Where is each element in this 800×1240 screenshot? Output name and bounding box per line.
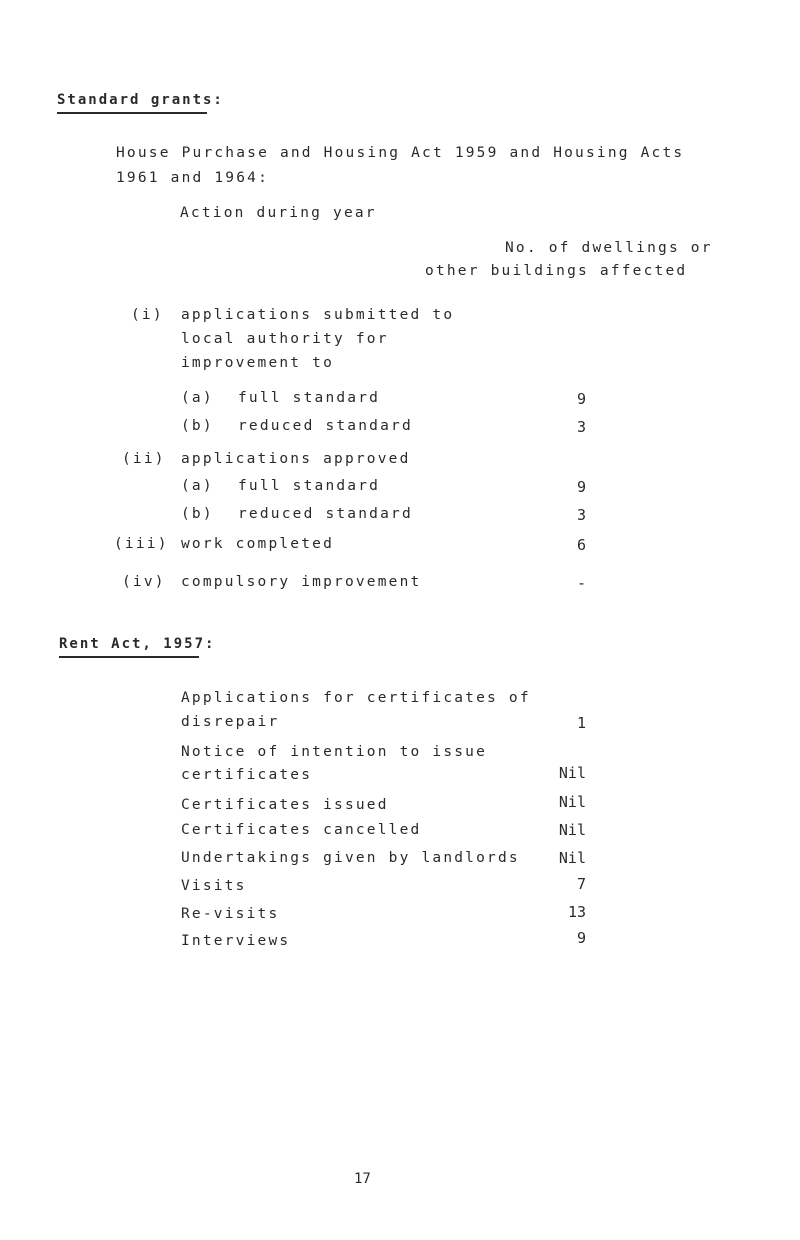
- column-header-line2: other buildings affected: [425, 263, 688, 279]
- item-ii-b-letter: (b): [181, 506, 214, 522]
- rent-row2-value: Nil: [558, 764, 586, 782]
- item-i-line3: improvement to: [181, 355, 335, 371]
- heading-underline: [59, 656, 199, 658]
- item-ii-b-label: reduced standard: [238, 506, 413, 522]
- page-number: 17: [354, 1171, 371, 1187]
- item-i-b-letter: (b): [181, 418, 214, 434]
- item-iv-label: compulsory improvement: [181, 574, 422, 590]
- item-iv-roman: (iv): [122, 574, 166, 590]
- heading-rent-act: Rent Act, 1957:: [59, 636, 216, 652]
- rent-row4-label: Certificates cancelled: [181, 822, 422, 838]
- rent-row6-label: Visits: [181, 878, 247, 894]
- item-i-roman: (i): [131, 307, 164, 323]
- heading-underline: [57, 112, 207, 114]
- item-i-a-value: 9: [576, 390, 586, 408]
- item-ii-label: applications approved: [181, 451, 411, 467]
- item-i-a-label: full standard: [238, 390, 381, 406]
- item-iii-label: work completed: [181, 536, 335, 552]
- rent-row7-label: Re-visits: [181, 906, 280, 922]
- rent-row3-label: Certificates issued: [181, 797, 389, 813]
- heading-standard-grants: Standard grants:: [57, 92, 224, 108]
- rent-row5-label: Undertakings given by landlords: [181, 850, 520, 866]
- rent-row8-label: Interviews: [181, 933, 291, 949]
- item-i-line2: local authority for: [181, 331, 389, 347]
- item-iii-roman: (iii): [114, 536, 169, 552]
- item-ii-b-value: 3: [576, 506, 586, 524]
- item-ii-a-label: full standard: [238, 478, 381, 494]
- item-i-b-value: 3: [576, 418, 586, 436]
- item-i-b-label: reduced standard: [238, 418, 413, 434]
- item-ii-a-letter: (a): [181, 478, 214, 494]
- rent-row2-line2: certificates: [181, 767, 313, 783]
- rent-row1-line2: disrepair: [181, 714, 280, 730]
- rent-row1-value: 1: [576, 714, 586, 732]
- item-i-a-letter: (a): [181, 390, 214, 406]
- rent-row7-value: 13: [567, 903, 586, 921]
- item-iv-value: -: [576, 574, 586, 592]
- item-i-line1: applications submitted to: [181, 307, 455, 323]
- act-title-line2: 1961 and 1964:: [116, 170, 270, 186]
- rent-row8-value: 9: [576, 929, 586, 947]
- rent-row3-value: Nil: [558, 793, 586, 811]
- action-during-year: Action during year: [180, 205, 377, 221]
- item-ii-a-value: 9: [576, 478, 586, 496]
- column-header-line1: No. of dwellings or: [505, 240, 713, 256]
- rent-row5-value: Nil: [558, 849, 586, 867]
- rent-row6-value: 7: [576, 875, 586, 893]
- rent-row4-value: Nil: [558, 821, 586, 839]
- item-iii-value: 6: [576, 536, 586, 554]
- rent-row2-line1: Notice of intention to issue: [181, 744, 488, 760]
- item-ii-roman: (ii): [122, 451, 166, 467]
- rent-row1-line1: Applications for certificates of: [181, 690, 531, 706]
- act-title-line1: House Purchase and Housing Act 1959 and Housing Acts: [116, 145, 685, 161]
